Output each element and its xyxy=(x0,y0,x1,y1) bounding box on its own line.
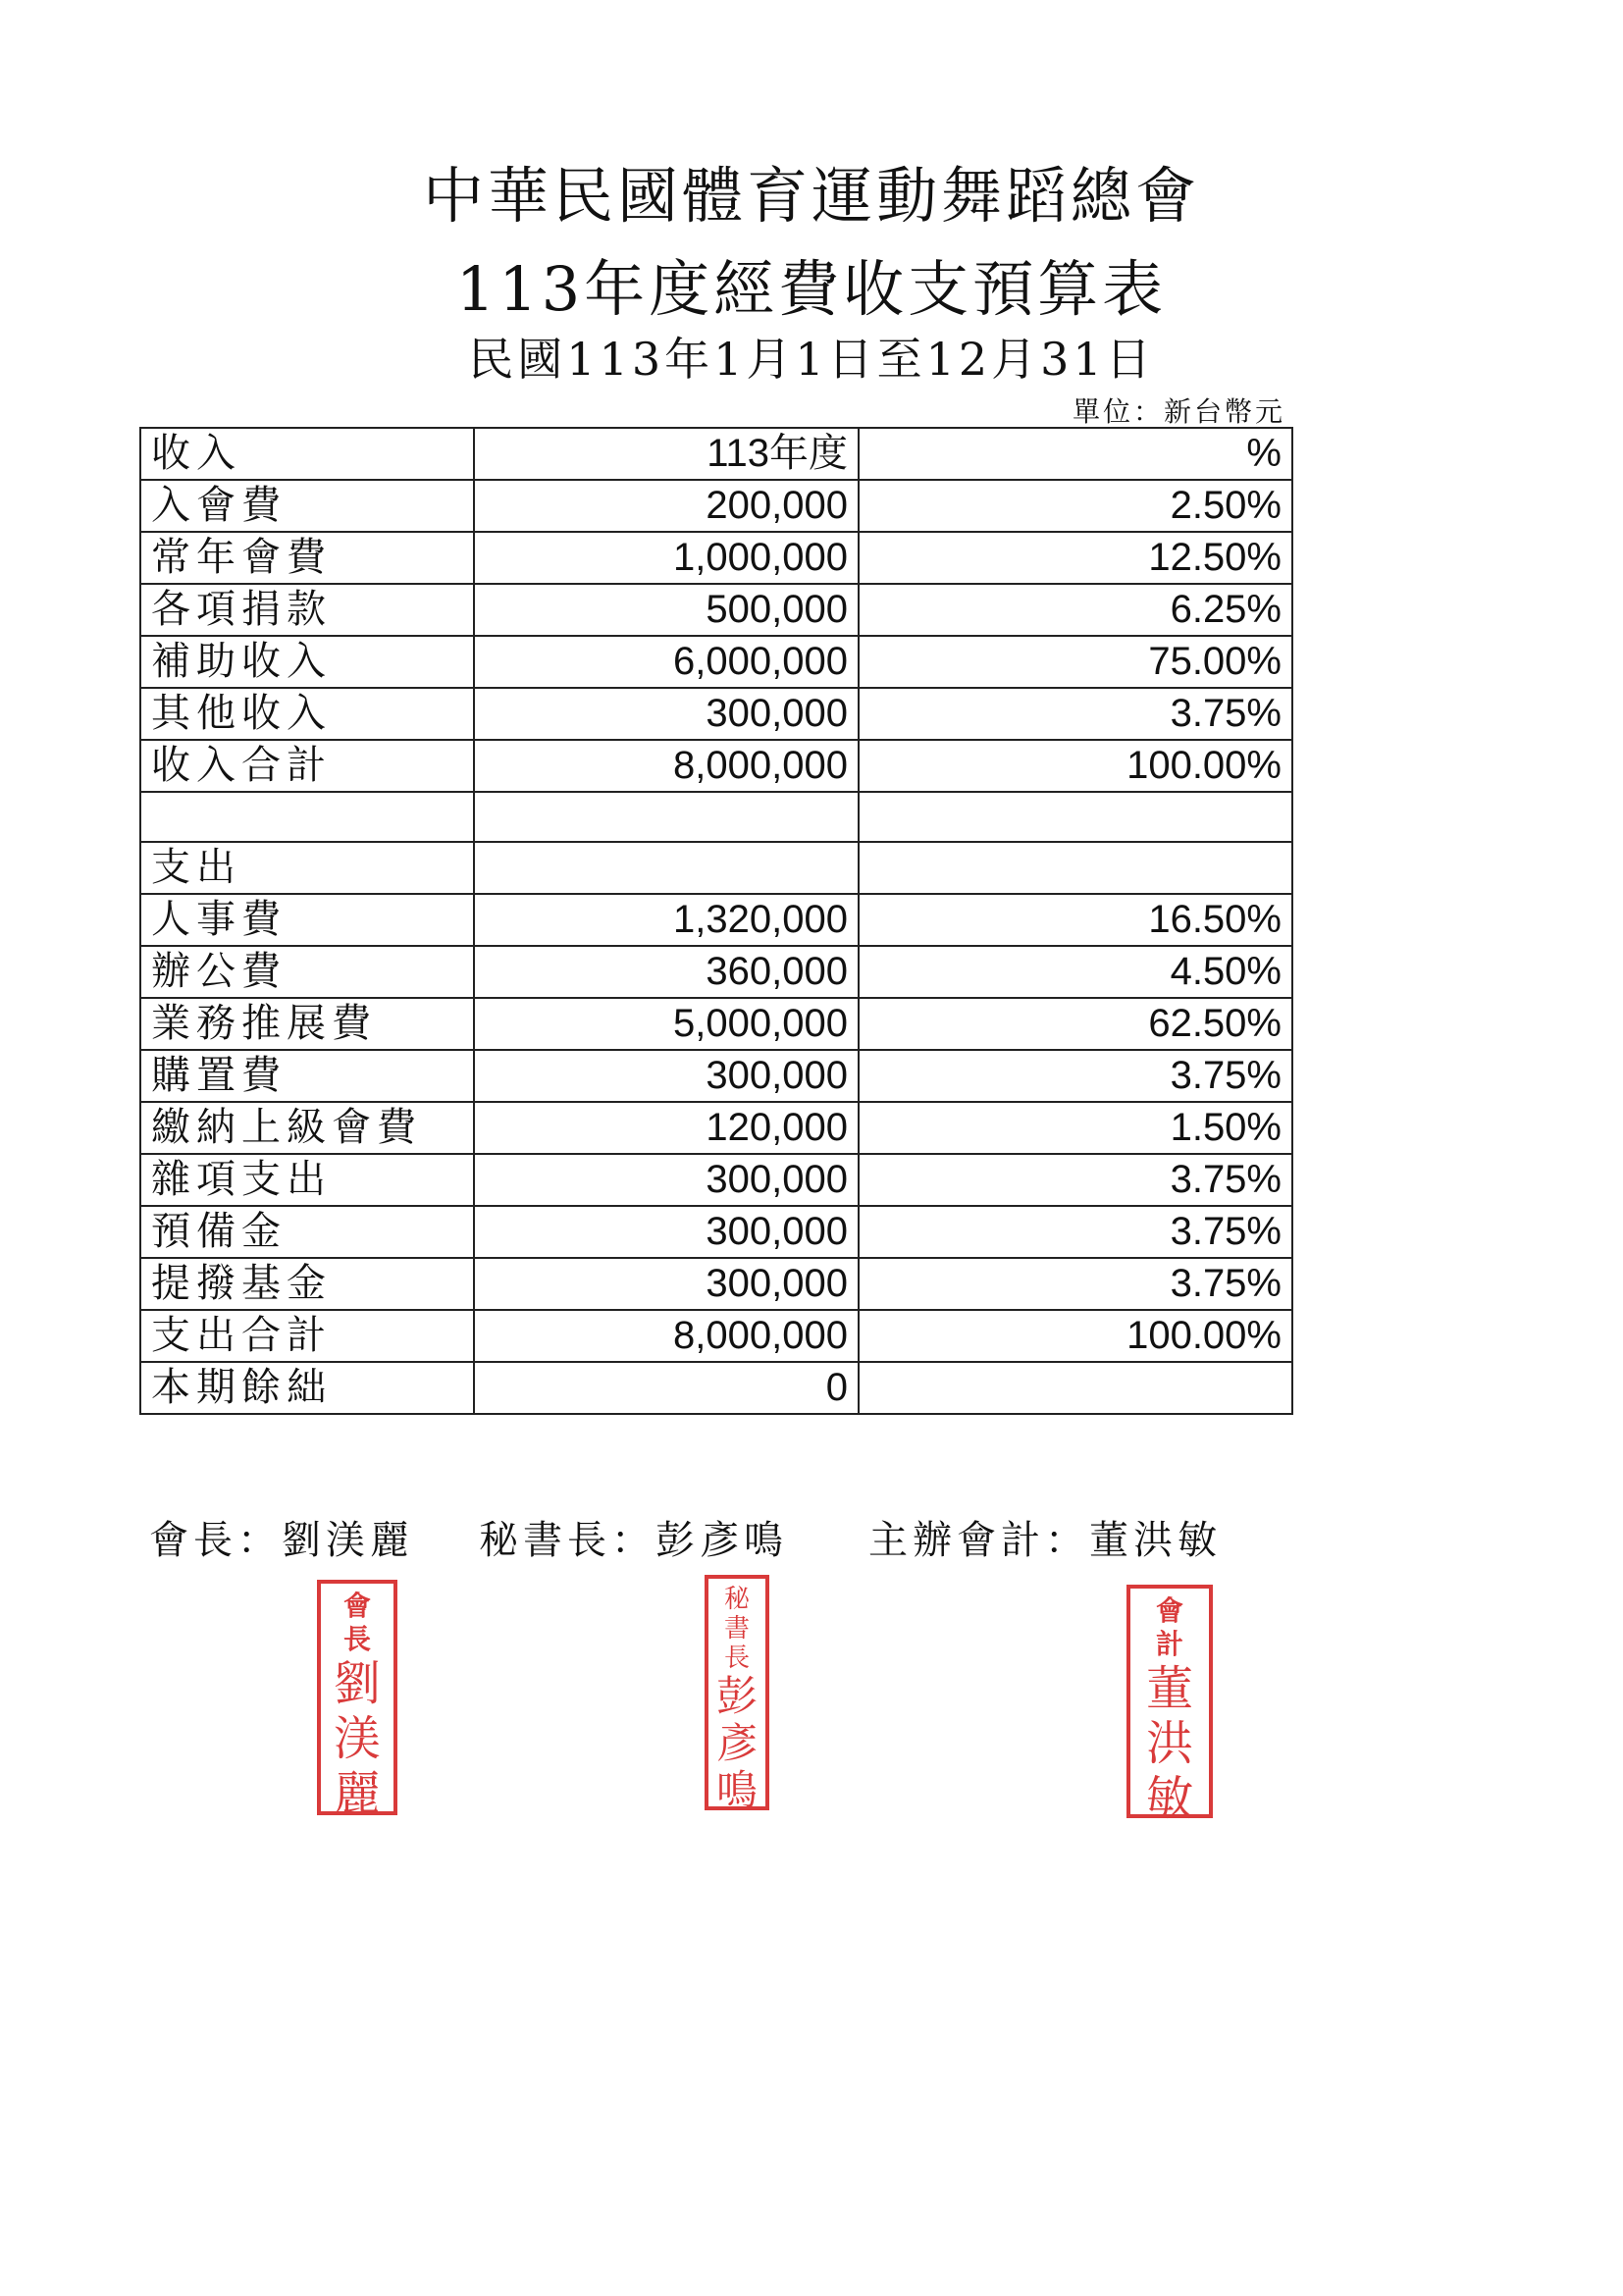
organization-title: 中華民國體育運動舞蹈總會 xyxy=(422,160,1200,232)
table-row xyxy=(140,532,1292,584)
row-amount-cell: 300,000 xyxy=(474,1154,859,1206)
period-subtitle: 民國113年1月1日至12月31日 xyxy=(468,333,1155,386)
budget-table xyxy=(139,427,1293,1415)
signature-president: 會長：劉渼麗 xyxy=(149,1518,414,1563)
row-label-cell: 入會費 xyxy=(140,480,474,532)
table-row xyxy=(140,946,1292,998)
row-label-cell: 本期餘絀 xyxy=(140,1362,474,1414)
row-percent-cell: 3.75% xyxy=(859,1206,1292,1258)
row-amount-cell: 1,320,000 xyxy=(474,894,859,946)
table-row xyxy=(140,792,1292,842)
row-amount-cell: 8,000,000 xyxy=(474,740,859,792)
secretary-general-seal-stamp: 秘 書 長 彭 彥 鳴 xyxy=(705,1575,769,1810)
table-row xyxy=(140,1258,1292,1310)
row-amount-cell: 8,000,000 xyxy=(474,1310,859,1362)
row-label-cell: 辦公費 xyxy=(140,946,474,998)
table-row xyxy=(140,842,1292,894)
row-label-cell: 收入 xyxy=(140,428,474,480)
row-amount-cell: 360,000 xyxy=(474,946,859,998)
signature-chief-accountant: 主辦會計：董洪敏 xyxy=(868,1518,1222,1563)
table-row xyxy=(140,1102,1292,1154)
table-row xyxy=(140,428,1292,480)
row-label-cell: 購置費 xyxy=(140,1050,474,1102)
row-amount-cell: 120,000 xyxy=(474,1102,859,1154)
row-label-cell: 支出合計 xyxy=(140,1310,474,1362)
row-percent-cell: 75.00% xyxy=(859,636,1292,688)
row-label-cell: 人事費 xyxy=(140,894,474,946)
row-label-cell xyxy=(140,792,474,842)
row-percent-cell: 6.25% xyxy=(859,584,1292,636)
row-percent-cell: 3.75% xyxy=(859,1258,1292,1310)
accountant-seal-stamp: 會 計 董 洪 敏 xyxy=(1126,1585,1213,1818)
table-row xyxy=(140,1206,1292,1258)
budget-table-body xyxy=(140,428,1292,1414)
row-label-cell: 各項捐款 xyxy=(140,584,474,636)
row-percent-cell: 3.75% xyxy=(859,1154,1292,1206)
row-amount-cell: 5,000,000 xyxy=(474,998,859,1050)
row-label-cell: 雜項支出 xyxy=(140,1154,474,1206)
table-row xyxy=(140,480,1292,532)
row-amount-cell xyxy=(474,792,859,842)
row-percent-cell: 2.50% xyxy=(859,480,1292,532)
row-percent-cell: 4.50% xyxy=(859,946,1292,998)
row-amount-cell xyxy=(474,842,859,894)
row-percent-cell: 12.50% xyxy=(859,532,1292,584)
row-amount-cell: 0 xyxy=(474,1362,859,1414)
row-label-cell: 補助收入 xyxy=(140,636,474,688)
table-row xyxy=(140,1154,1292,1206)
row-label-cell: 業務推展費 xyxy=(140,998,474,1050)
row-amount-cell: 6,000,000 xyxy=(474,636,859,688)
row-label-cell: 預備金 xyxy=(140,1206,474,1258)
table-row xyxy=(140,636,1292,688)
table-row xyxy=(140,584,1292,636)
row-amount-cell: 300,000 xyxy=(474,1258,859,1310)
row-label-cell: 其他收入 xyxy=(140,688,474,740)
row-percent-cell: % xyxy=(859,428,1292,480)
row-percent-cell: 3.75% xyxy=(859,688,1292,740)
table-row xyxy=(140,894,1292,946)
row-amount-cell: 1,000,000 xyxy=(474,532,859,584)
row-percent-cell: 1.50% xyxy=(859,1102,1292,1154)
row-percent-cell: 62.50% xyxy=(859,998,1292,1050)
signature-secretary-general: 秘書長：彭彥鳴 xyxy=(479,1518,788,1563)
row-label-cell: 收入合計 xyxy=(140,740,474,792)
row-percent-cell xyxy=(859,842,1292,894)
table-row xyxy=(140,1050,1292,1102)
table-row xyxy=(140,998,1292,1050)
document-title: 113年度經費收支預算表 xyxy=(455,253,1168,325)
table-row xyxy=(140,1362,1292,1414)
row-percent-cell: 16.50% xyxy=(859,894,1292,946)
row-percent-cell: 100.00% xyxy=(859,740,1292,792)
row-percent-cell xyxy=(859,1362,1292,1414)
row-amount-cell: 500,000 xyxy=(474,584,859,636)
row-label-cell: 繳納上級會費 xyxy=(140,1102,474,1154)
row-amount-cell: 300,000 xyxy=(474,688,859,740)
row-percent-cell: 100.00% xyxy=(859,1310,1292,1362)
row-percent-cell xyxy=(859,792,1292,842)
table-row xyxy=(140,1310,1292,1362)
president-seal-stamp: 會 長 劉 渼 麗 xyxy=(317,1580,397,1815)
row-amount-cell: 300,000 xyxy=(474,1206,859,1258)
row-percent-cell: 3.75% xyxy=(859,1050,1292,1102)
row-amount-cell: 113年度 xyxy=(474,428,859,480)
row-label-cell: 支出 xyxy=(140,842,474,894)
row-amount-cell: 200,000 xyxy=(474,480,859,532)
table-row xyxy=(140,688,1292,740)
row-label-cell: 提撥基金 xyxy=(140,1258,474,1310)
table-row xyxy=(140,740,1292,792)
currency-unit: 單位：新台幣元 xyxy=(1072,395,1285,428)
row-amount-cell: 300,000 xyxy=(474,1050,859,1102)
row-label-cell: 常年會費 xyxy=(140,532,474,584)
